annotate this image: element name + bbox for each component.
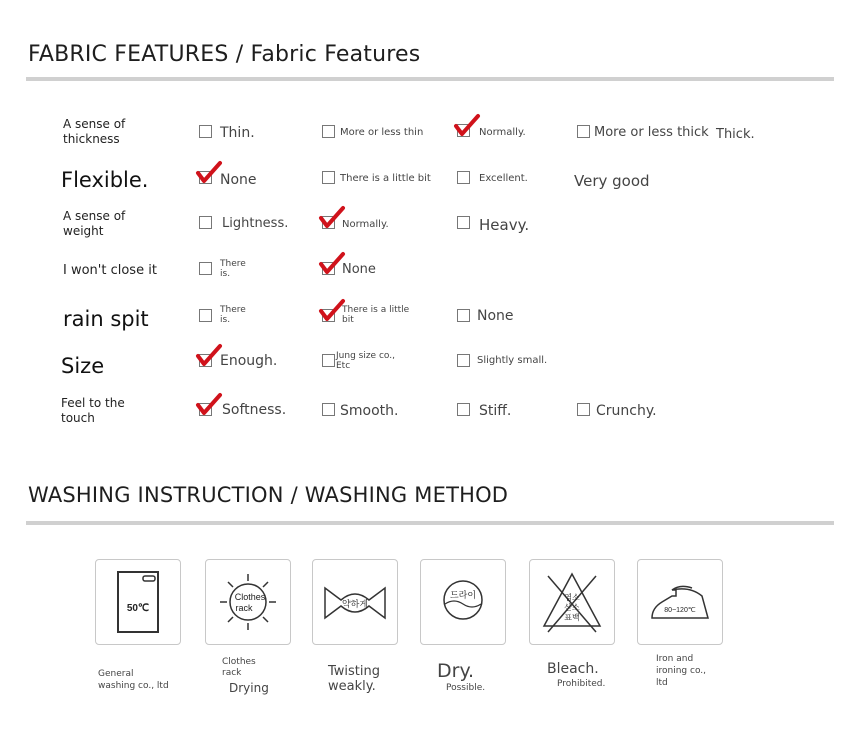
option-label: None <box>220 172 257 188</box>
option-label: There is a little bit <box>340 173 431 184</box>
checkbox[interactable] <box>322 403 335 416</box>
sun-icon <box>206 560 290 644</box>
option-label: More or less thin <box>340 127 424 138</box>
bleach-text: 표백 <box>564 613 580 622</box>
checkbox[interactable] <box>457 354 470 367</box>
caption-line: Iron and <box>656 654 694 664</box>
washing-icon-card <box>205 559 291 645</box>
checkbox[interactable] <box>577 125 590 138</box>
option-label: Slightly small. <box>477 355 548 366</box>
washing-icon-card <box>637 559 723 645</box>
row-label-flexible: Flexible. <box>61 168 149 192</box>
option-label: Crunchy. <box>596 403 657 419</box>
option-label: Smooth. <box>340 403 399 419</box>
checkbox[interactable] <box>199 125 212 138</box>
washing-icon-card <box>529 559 615 645</box>
bleach-text: 산소 <box>564 603 580 612</box>
caption-line: Twisting <box>328 664 381 679</box>
option-label: Normally. <box>342 219 389 230</box>
caption <box>437 660 507 694</box>
row-label-thickness: A sense of thickness <box>63 117 126 146</box>
option-label: More or less thick <box>594 125 709 140</box>
caption-line: Bleach. <box>547 661 599 677</box>
checkbox[interactable] <box>322 125 335 138</box>
option-label: Heavy. <box>479 216 530 234</box>
caption-line: Dry. <box>437 660 475 682</box>
option-label: Thick. <box>716 127 755 142</box>
option-label: There is a little bit <box>342 305 410 325</box>
option-label: Excellent. <box>479 173 528 184</box>
option-label: Lightness. <box>222 216 289 231</box>
option-label: Stiff. <box>479 403 512 419</box>
checkbox[interactable] <box>457 171 470 184</box>
rack-text: rack <box>235 603 253 613</box>
caption-line: ironing co., <box>656 666 707 676</box>
fabric-divider <box>26 77 834 81</box>
caption-line: ltd <box>656 678 668 688</box>
caption <box>547 660 627 690</box>
row-label-size: Size <box>61 354 105 378</box>
caption-line: General <box>98 669 134 679</box>
row-label-weight: A sense of weight <box>63 209 126 238</box>
caption <box>656 653 726 689</box>
option-label: Normally. <box>479 127 526 138</box>
check-mark-icon <box>195 392 223 418</box>
checkbox[interactable] <box>457 216 470 229</box>
iron-icon <box>638 560 722 644</box>
washing-icon-card <box>312 559 398 645</box>
washing-divider <box>26 521 834 525</box>
wash-temp-text: 50℃ <box>126 603 150 614</box>
row-label-rain-spit: rain spit <box>63 307 149 331</box>
checkbox[interactable] <box>322 354 335 367</box>
option-label: There is. <box>220 305 246 325</box>
twist-text: 약하게 <box>341 600 369 610</box>
row-label-close: I won't close it <box>63 263 157 278</box>
caption-line: Drying <box>229 681 269 695</box>
checkbox[interactable] <box>457 403 470 416</box>
caption <box>328 664 408 694</box>
checkbox[interactable] <box>199 262 212 275</box>
check-mark-icon <box>195 343 223 369</box>
washing-icon-card <box>420 559 506 645</box>
twist-icon <box>313 560 397 644</box>
no-bleach-icon <box>530 560 614 644</box>
washing-machine-icon <box>96 560 180 644</box>
bleach-text: 염소 <box>564 593 580 602</box>
fabric-section-title: FABRIC FEATURES / Fabric Features <box>28 42 421 67</box>
option-label: Jung size co., Etc <box>336 351 395 371</box>
option-label: Enough. <box>220 353 278 369</box>
washing-section-title: WASHING INSTRUCTION / WASHING METHOD <box>28 483 509 507</box>
checkbox[interactable] <box>322 171 335 184</box>
caption-line: Clothes <box>222 657 256 667</box>
option-label: There is. <box>220 259 246 279</box>
check-mark-icon <box>195 160 223 186</box>
caption <box>222 657 292 694</box>
checkbox[interactable] <box>577 403 590 416</box>
dry-text: 드라이 <box>449 591 477 601</box>
caption-line: weakly. <box>328 679 376 694</box>
checkbox[interactable] <box>199 309 212 322</box>
caption-line: washing co., ltd <box>98 681 169 691</box>
caption <box>98 668 178 692</box>
washing-icon-card <box>95 559 181 645</box>
caption-line: rack <box>222 668 242 678</box>
rack-text: Clothes <box>234 592 266 602</box>
option-label: Softness. <box>222 402 287 418</box>
row-label-touch: Feel to the touch <box>61 396 125 425</box>
option-label: Very good <box>574 172 650 190</box>
check-mark-icon <box>453 113 481 139</box>
option-label: None <box>342 262 376 277</box>
caption-line: Prohibited. <box>557 679 606 689</box>
checkbox[interactable] <box>457 309 470 322</box>
iron-temp-text: 80~120℃ <box>664 607 696 614</box>
checkbox[interactable] <box>199 216 212 229</box>
option-label: None <box>477 308 514 324</box>
dry-clean-icon <box>421 560 505 644</box>
option-label: Thin. <box>220 125 255 141</box>
caption-line: Possible. <box>446 683 486 693</box>
